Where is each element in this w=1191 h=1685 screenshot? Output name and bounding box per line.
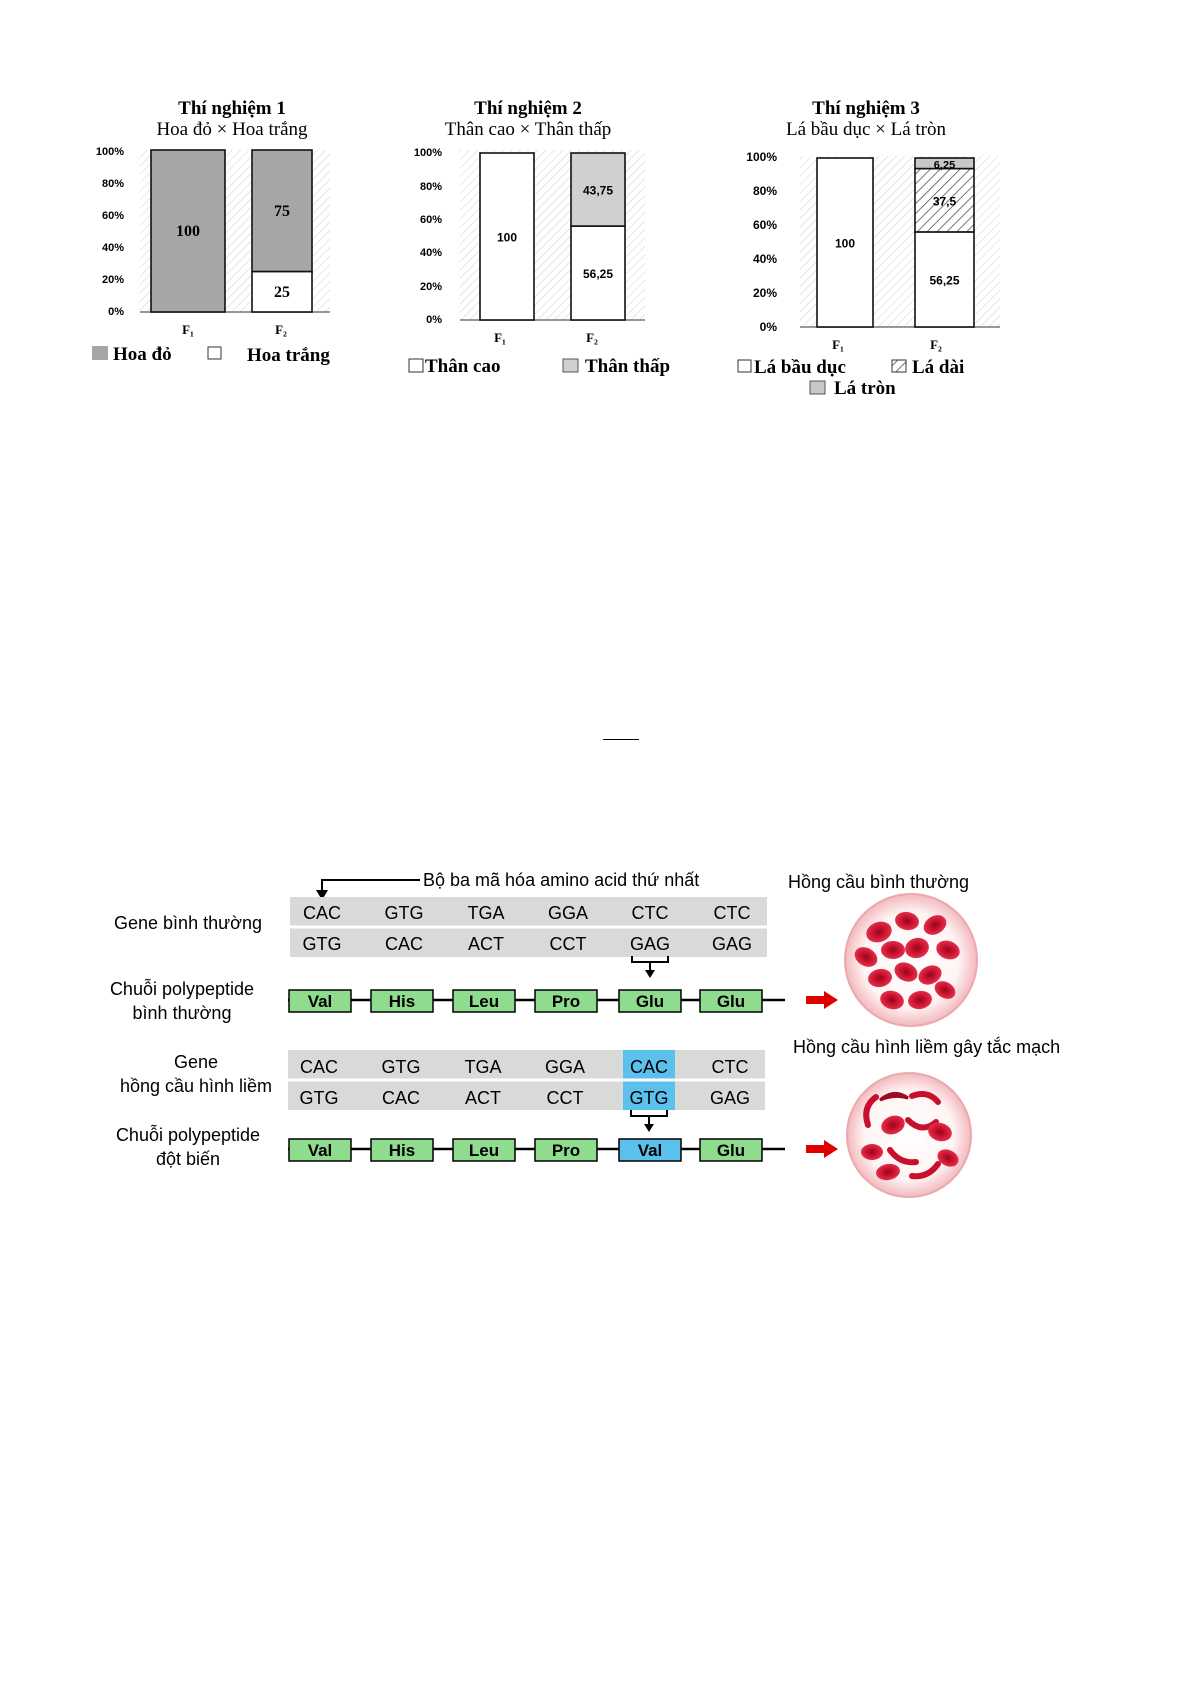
bar-value-label: 100 bbox=[496, 230, 518, 245]
codon: GTG bbox=[629, 1088, 669, 1108]
bar-value-label: 37,5 bbox=[932, 194, 957, 209]
codon: GAG bbox=[709, 1088, 751, 1108]
chart-1-title: Thí nghiệm 1 bbox=[178, 98, 286, 119]
amino-acid: Val bbox=[307, 992, 333, 1011]
codon: GAG bbox=[711, 934, 753, 954]
codon: GGA bbox=[547, 903, 589, 923]
normal-bracket bbox=[632, 956, 668, 972]
chart-2-ytick: 80% bbox=[419, 181, 442, 193]
amino-acid: Leu bbox=[468, 992, 500, 1011]
chart-3-title: Thí nghiệm 3 bbox=[812, 98, 920, 119]
codon: CAC bbox=[299, 1057, 339, 1077]
chart-3-ytick: 20% bbox=[752, 286, 777, 300]
chart-1-ytick: 100% bbox=[95, 146, 124, 158]
bar-value-label: 43,75 bbox=[582, 183, 614, 198]
codon: GTG bbox=[299, 1088, 339, 1108]
codon: ACT bbox=[465, 1088, 501, 1108]
normal-gene-label: Gene bình thường bbox=[114, 913, 262, 933]
codon-pointer bbox=[316, 870, 699, 900]
chart-3-ytick: 60% bbox=[752, 218, 777, 232]
codon: GTG bbox=[381, 1057, 421, 1077]
mutant-chain-label: Chuỗi polypeptide bbox=[115, 1125, 261, 1145]
mutant-gene-label: hồng cầu hình liềm bbox=[119, 1076, 273, 1096]
amino-acid: His bbox=[388, 1141, 416, 1160]
bar-value-label: 25 bbox=[274, 283, 290, 301]
legend-label: Thân thấp bbox=[585, 356, 671, 377]
chart-3-subtitle: Lá bầu dục × Lá tròn bbox=[785, 119, 947, 140]
chart-2-ytick: 40% bbox=[419, 247, 442, 259]
normal-red-arrow bbox=[806, 991, 838, 1009]
amino-acid: Glu bbox=[716, 1141, 746, 1160]
bar-value-label: 100 bbox=[834, 236, 856, 251]
bar-value-label: 75 bbox=[274, 202, 290, 220]
amino-acid-mutant: Val bbox=[637, 1141, 663, 1160]
chart-3-xlabel-f1: F₁ bbox=[832, 337, 844, 352]
mutant-red-arrow bbox=[806, 1140, 838, 1158]
legend-label: Lá tròn bbox=[834, 378, 896, 399]
mutant-gene-label: Gene bbox=[173, 1052, 219, 1072]
mutant-cell-label: Hồng cầu hình liềm gây tắc mạch bbox=[793, 1037, 1061, 1057]
codon: CCT bbox=[546, 1088, 584, 1108]
legend-label: Thân cao bbox=[425, 356, 501, 377]
chart-3-ytick: 40% bbox=[752, 252, 777, 266]
amino-acid: Pro bbox=[551, 992, 581, 1011]
normal-chain-label: bình thường bbox=[132, 1003, 232, 1023]
codon: CAC bbox=[302, 903, 342, 923]
amino-acid: His bbox=[388, 992, 416, 1011]
codon: GTG bbox=[302, 934, 342, 954]
codon: TGA bbox=[467, 903, 505, 923]
legend-label: Lá bầu dục bbox=[754, 357, 846, 378]
mutant-chain-label: đột biến bbox=[155, 1149, 221, 1169]
codon: CTC bbox=[631, 903, 669, 923]
amino-acid: Leu bbox=[468, 1141, 500, 1160]
chart-1-ytick: 20% bbox=[101, 274, 124, 286]
codon: CAC bbox=[381, 1088, 421, 1108]
chart-1-ytick: 60% bbox=[101, 210, 124, 222]
chart-1-ytick: 0% bbox=[108, 306, 124, 318]
chart-3-ytick: 100% bbox=[746, 150, 777, 164]
codon-label: Bộ ba mã hóa amino acid thứ nhất bbox=[423, 870, 700, 890]
chart-2-ytick: 60% bbox=[419, 214, 442, 226]
chart-3-ytick: 0% bbox=[759, 320, 777, 334]
chart-1-xlabel-f2: F₂ bbox=[275, 322, 287, 337]
codon: CTC bbox=[713, 903, 751, 923]
chart-3-ytick: 80% bbox=[752, 184, 777, 198]
codon: TGA bbox=[464, 1057, 502, 1077]
normal-chain-label: Chuỗi polypeptide bbox=[109, 979, 255, 999]
chart-2-xlabel-f2: F₂ bbox=[586, 330, 598, 345]
chart-2-ytick: 100% bbox=[413, 147, 442, 159]
chart-1-xlabel-f1: F₁ bbox=[182, 322, 194, 337]
normal-red-cells-illustration bbox=[845, 894, 977, 1026]
chart-1-ytick: 40% bbox=[101, 242, 124, 254]
legend-label: Hoa đỏ bbox=[113, 344, 172, 365]
codon: CAC bbox=[384, 934, 424, 954]
chart-2-ytick: 20% bbox=[419, 281, 442, 293]
bar-value-label: 6,25 bbox=[933, 159, 956, 172]
codon: CTC bbox=[711, 1057, 749, 1077]
amino-acid: Glu bbox=[635, 992, 665, 1011]
codon: GAG bbox=[629, 934, 671, 954]
sickle-cells-illustration bbox=[847, 1073, 971, 1197]
normal-cell-label: Hồng cầu bình thường bbox=[788, 872, 969, 892]
chart-1-subtitle: Hoa đỏ × Hoa trắng bbox=[156, 119, 308, 140]
amino-acid: Val bbox=[307, 1141, 333, 1160]
codon: CCT bbox=[549, 934, 587, 954]
codon: GGA bbox=[544, 1057, 586, 1077]
codon: GTG bbox=[384, 903, 424, 923]
amino-acid: Glu bbox=[716, 992, 746, 1011]
chart-2-title: Thí nghiệm 2 bbox=[474, 98, 582, 119]
chart-1-ytick: 80% bbox=[101, 178, 124, 190]
codon: CAC bbox=[629, 1057, 669, 1077]
legend-label: Hoa trắng bbox=[247, 345, 330, 366]
chart-3-xlabel-f2: F₂ bbox=[930, 337, 942, 352]
codon: ACT bbox=[468, 934, 504, 954]
bar-value-label: 56,25 bbox=[582, 267, 614, 282]
chart-2-ytick: 0% bbox=[426, 314, 442, 326]
mutant-bracket bbox=[631, 1110, 667, 1126]
amino-acid: Pro bbox=[551, 1141, 581, 1160]
chart-2-subtitle: Thân cao × Thân thấp bbox=[444, 119, 612, 140]
chart-2-xlabel-f1: F₁ bbox=[494, 330, 506, 345]
bar-value-label: 100 bbox=[176, 223, 200, 240]
legend-label: Lá dài bbox=[912, 357, 965, 378]
bar-value-label: 56,25 bbox=[929, 273, 960, 288]
